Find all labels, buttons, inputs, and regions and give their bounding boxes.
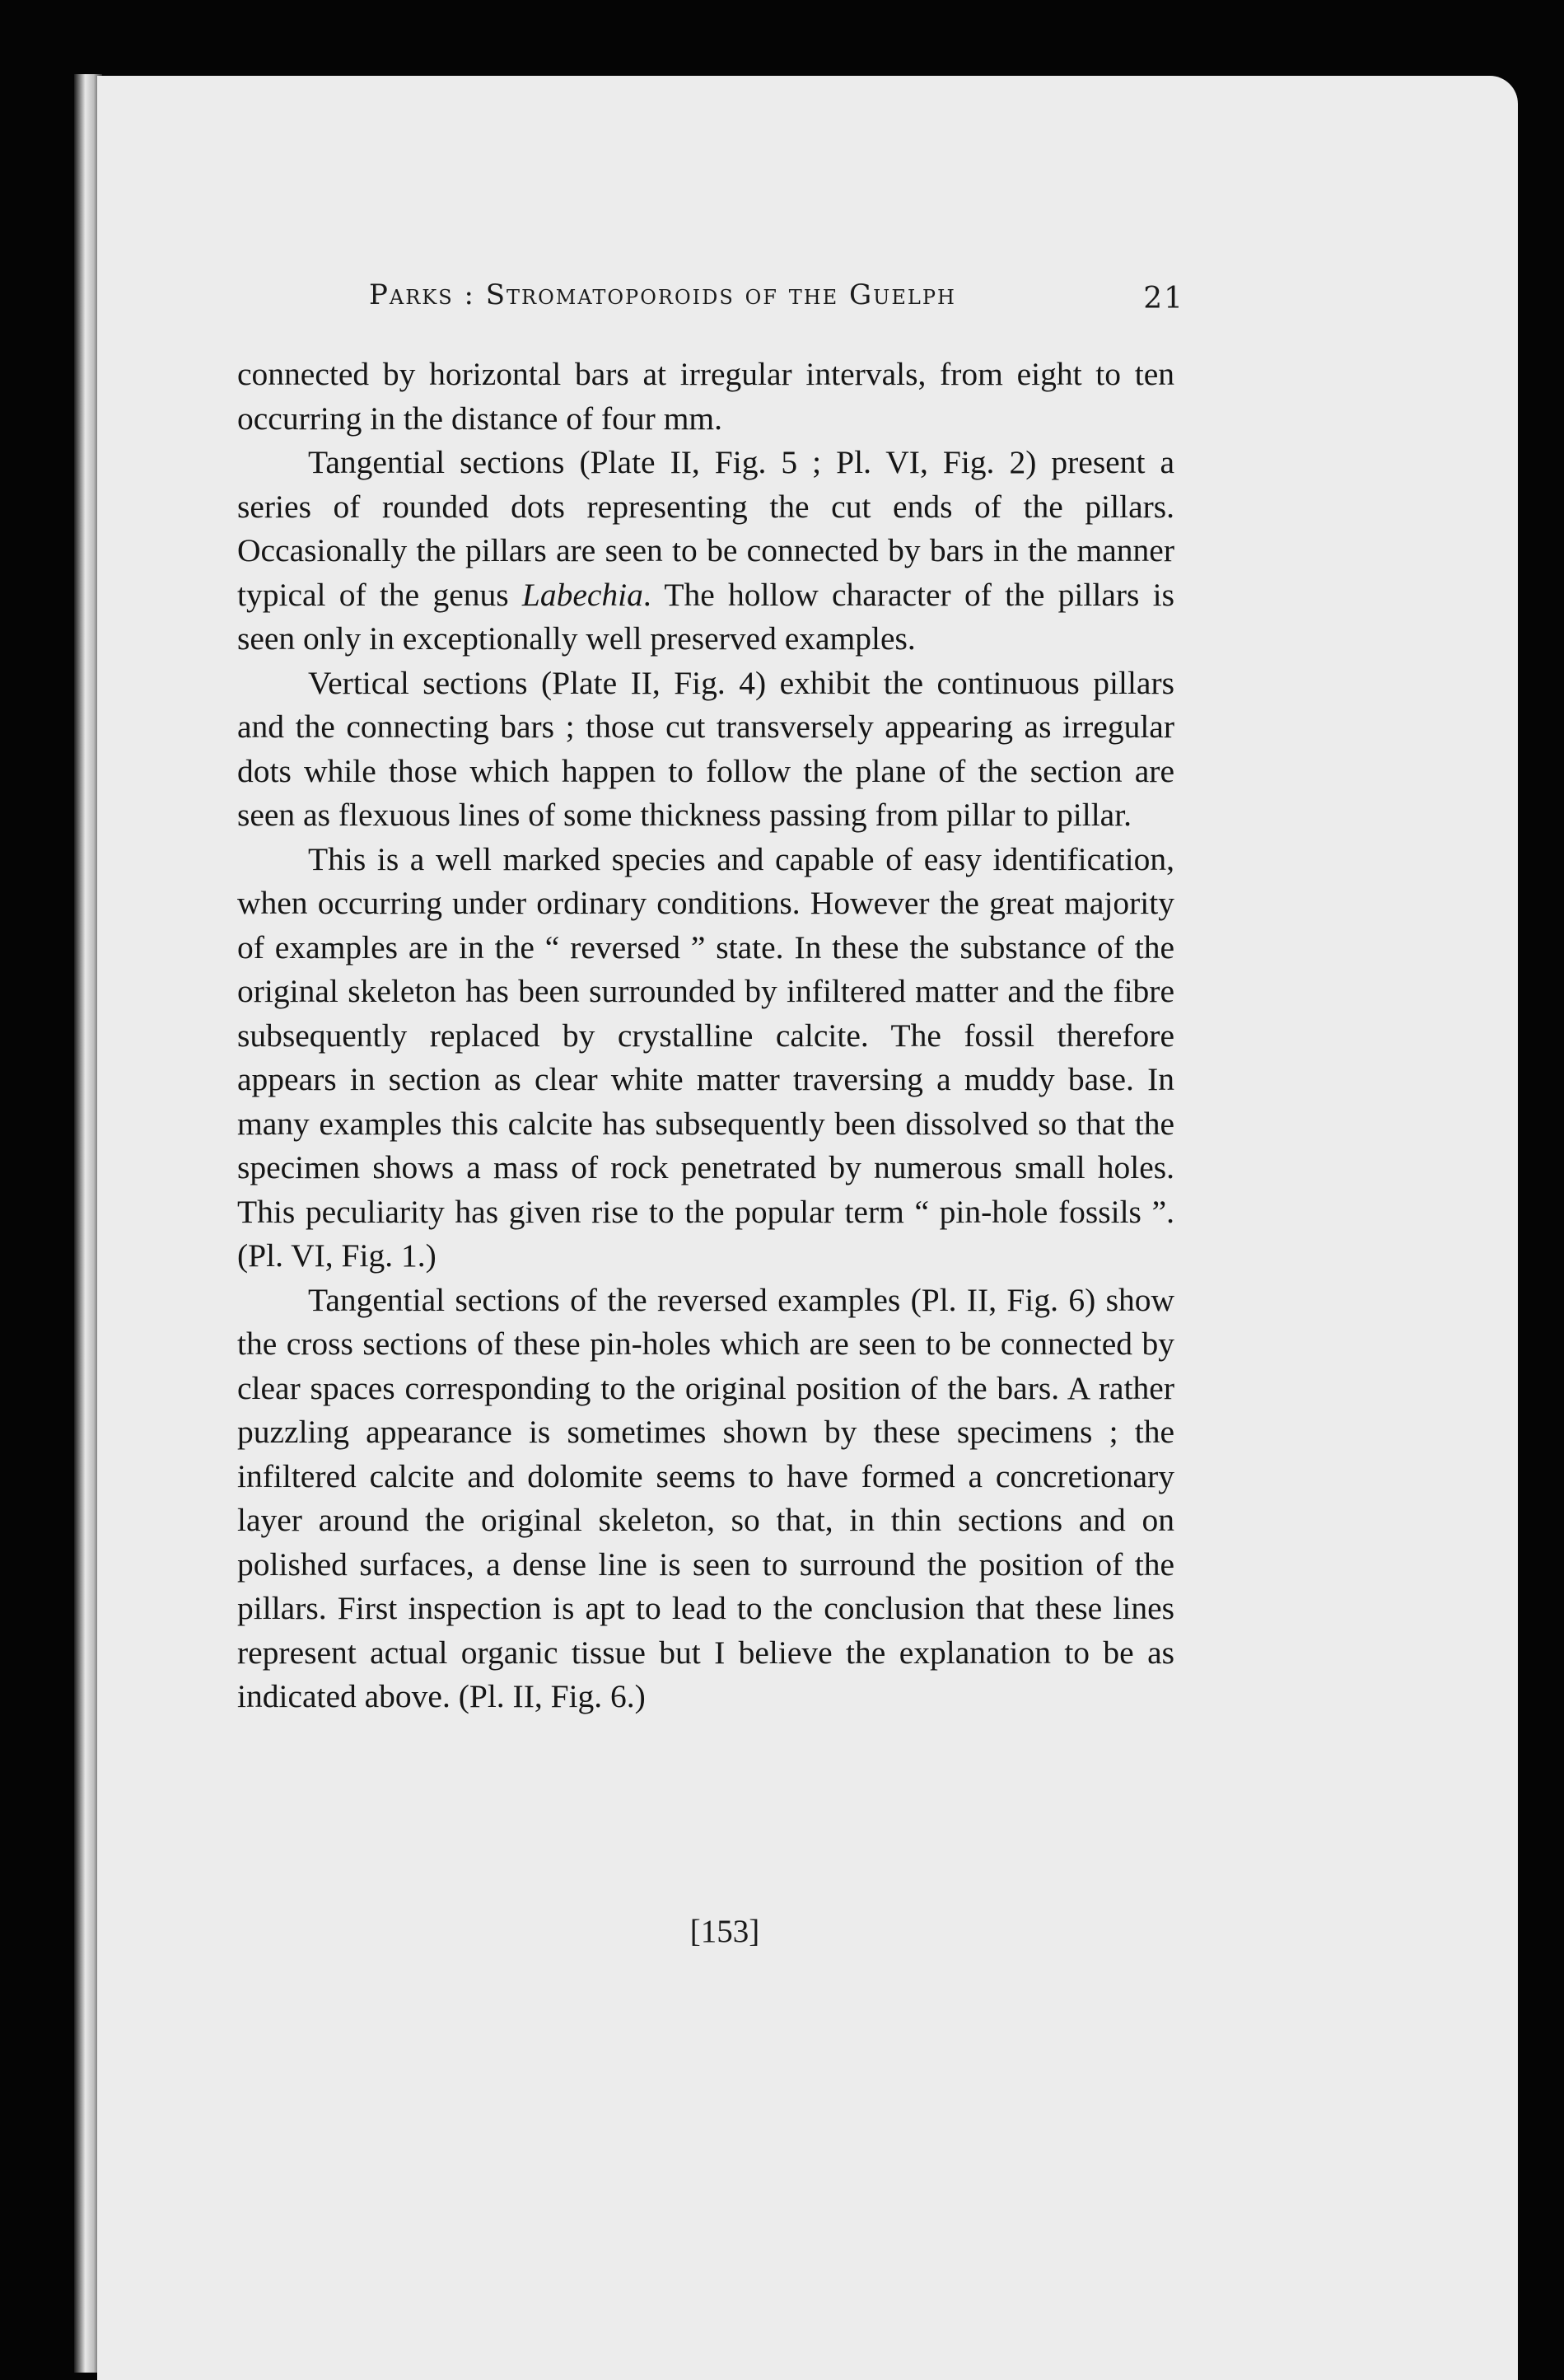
running-head-title: Parks : Stromatoporoids of the Guelph [369,278,956,311]
paragraph-reversed-state: This is a well marked species and capable of easy identification, when occurring under ordinary conditions. However the great majority of examples are in the “ reversed ” state. In these the substance of the original skeleton has been surrounded by infiltered matter and the fibre subsequently replaced by crystalline calcite. The fossil therefore appears in section as clear white matter traversing a muddy base. In many examples this calcite has subsequently been dissolved so that the specimen shows a mass of rock penetrated by numerous small holes. This peculiarity has given rise to the popular term “ pin-hole fossils ”. (Pl. VI, Fig. 1.) [237,840,1174,1274]
running-head [369,278,1184,328]
genus-name: Labechia [521,576,643,613]
paragraph-reversed-examples: Tangential sections of the reversed examples (Pl. II, Fig. 6) show the cross sections of these pin-holes which are seen to be connected by clear spaces corresponding to the original position of the bars. A rather puzzling appearance is sometimes shown by these specimens ; the infiltered calcite and dolomite seems to have formed a concretionary layer around the original skeleton, so that, in thin sections and on polished surfaces, a dense line is seen to surround the position of the pillars. First inspection is apt to lead to the conclusion that these lines represent actual organic tissue but I believe the explanation to be as indicated above. (Pl. II, Fig. 6.) [237,1281,1174,1714]
paragraph-text: Tangential sections (Plate II, Fig. 5 ; Pl. VI, Fig. 2) present a series of rounded dots representing the cut ends of the pillars. Occasionally the pillars are seen to be connected by bars in the manner typical of the genus [237,444,1174,613]
paragraph-vertical-sections: Vertical sections (Plate II, Fig. 4) exhibit the continuous pillars and the connecting bars ; those cut transversely appearing as irregular dots while those which happen to follow the plane of the section are seen as flexuous lines of some thickness passing from pillar to pillar. [237,664,1174,833]
paragraph-continued: connected by horizontal bars at irregular intervals, from eight to ten occurring in the distance of four mm. [237,356,1174,437]
paragraph-text: . The hollow character of the pillars is seen only in exceptionally well preserved examples. [237,576,1174,657]
body-text [237,353,1174,1719]
paragraph-tangential-sections [237,441,1174,662]
page-number: 21 [1143,282,1184,316]
folio-number: [153] [689,1914,760,1949]
